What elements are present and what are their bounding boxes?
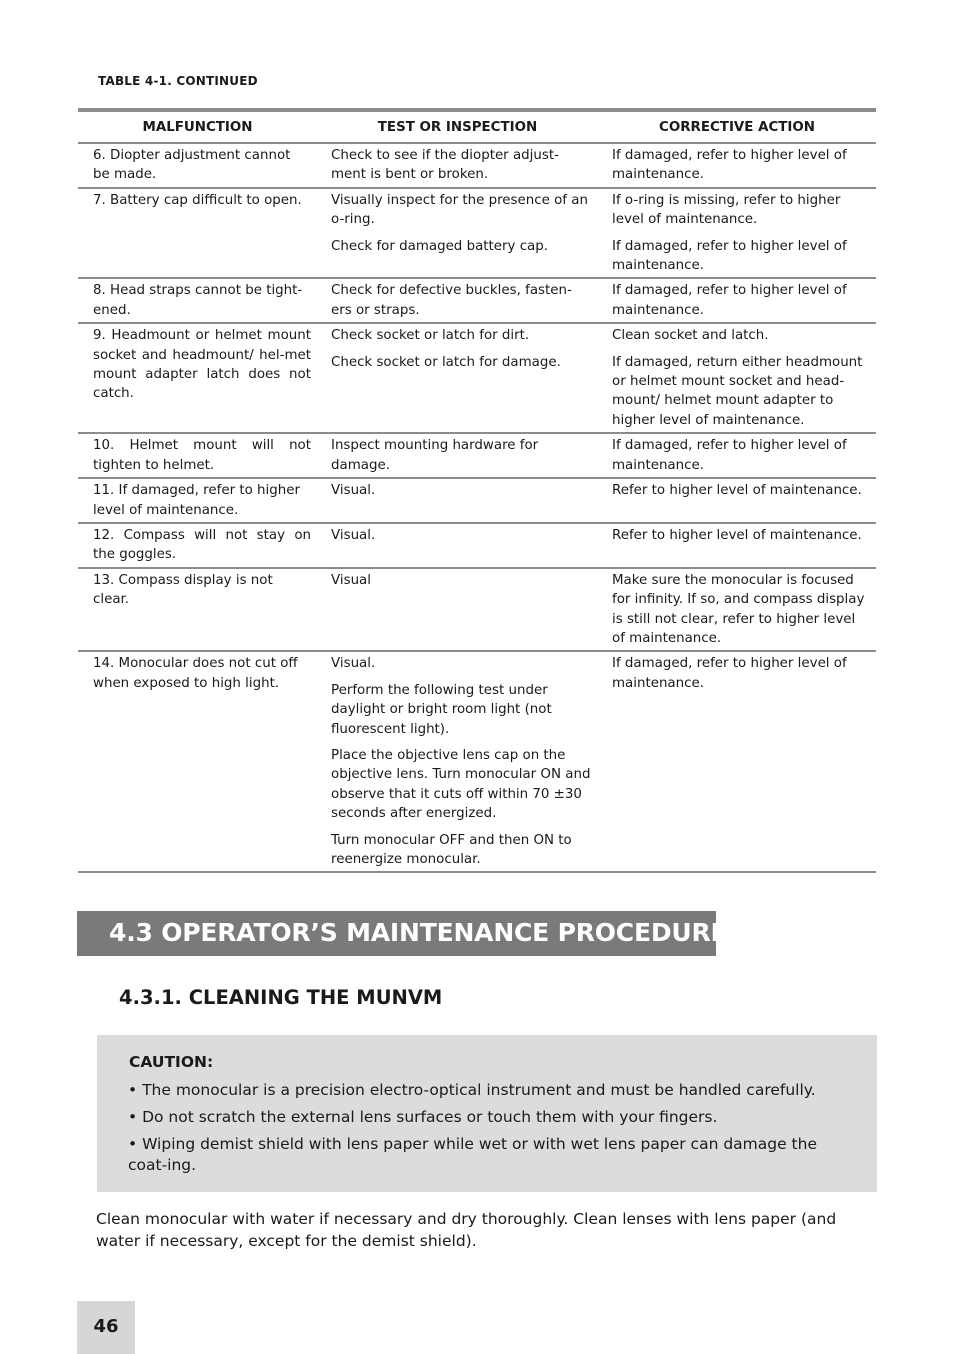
action-cell: If damaged, refer to higher level of maintenance. bbox=[612, 656, 847, 691]
page-number-box bbox=[77, 1301, 135, 1354]
malfunction-cell: 10. Helmet mount will not tighten to helmet. bbox=[93, 438, 311, 473]
caution-item: • Do not scratch the external lens surfaces or touch them with your fingers. bbox=[128, 1108, 718, 1126]
table-row bbox=[78, 143, 876, 188]
test-cell: Visual. Perform the following test under daylight or bright room light (not fluorescent light). Place the objective lens cap on the objective lens. Turn monocular ON and observe that it cuts off within 70 ±30 seconds after energized. Turn monocular OFF and then ON to reenergize monocular. bbox=[331, 656, 591, 867]
cleaning-instructions: Clean monocular with water if necessary and dry thoroughly. Clean lenses with lens paper (and water if necessary, except for the demist shield). bbox=[96, 1210, 837, 1250]
table-row bbox=[78, 523, 876, 568]
test-cell: Visual. bbox=[331, 483, 376, 499]
caution-item: • The monocular is a precision electro-optical instrument and must be handled carefully. bbox=[128, 1081, 816, 1099]
caution-title: CAUTION: bbox=[129, 1053, 214, 1071]
action-cell: If o-ring is missing, refer to higher level of maintenance. If damaged, refer to higher level of maintenance. bbox=[612, 192, 847, 274]
table-caption: TABLE 4-1. CONTINUED bbox=[98, 74, 258, 88]
caution-list bbox=[128, 1080, 858, 1182]
malfunction-cell: 7. Battery cap difficult to open. bbox=[93, 192, 302, 208]
section-heading-bar bbox=[77, 911, 746, 956]
malfunction-cell: 12. Compass will not stay on the goggles. bbox=[93, 527, 311, 563]
header-test-or-inspection: TEST OR INSPECTION bbox=[377, 120, 538, 135]
test-cell: Visually inspect for the presence of an o-ring. Check for damaged battery cap. bbox=[331, 192, 588, 254]
table-row bbox=[78, 188, 876, 279]
malfunction-cell: 13. Compass display is not clear. bbox=[93, 572, 273, 608]
malfunction-cell: 8. Head straps cannot be tight-ened. bbox=[93, 283, 303, 318]
header-malfunction: MALFUNCTION bbox=[142, 120, 253, 135]
test-cell: Inspect mounting hardware for damage. bbox=[331, 438, 539, 473]
malfunction-cell: 11. If damaged, refer to higher level of maintenance. bbox=[93, 483, 300, 518]
test-cell: Check to see if the diopter adjust-ment is bent or broken. bbox=[331, 148, 559, 183]
caution-box bbox=[97, 1035, 877, 1192]
action-cell: Make sure the monocular is focused for infinity. If so, and compass display is still not clear, refer to higher level of maintenance. bbox=[612, 572, 865, 646]
header-corrective-action: CORRECTIVE ACTION bbox=[659, 120, 815, 135]
malfunction-cell: 6. Diopter adjustment cannot be made. bbox=[93, 148, 291, 183]
table-header-row bbox=[78, 110, 876, 143]
action-cell: If damaged, refer to higher level of maintenance. bbox=[612, 438, 847, 473]
test-cell: Visual. bbox=[331, 527, 376, 543]
action-cell: Clean socket and latch. If damaged, return either headmount or helmet mount socket and head-mount/ helmet mount adapter to higher level of maintenance. bbox=[612, 328, 863, 428]
action-cell: If damaged, refer to higher level of maintenance. bbox=[612, 148, 847, 183]
table-row bbox=[78, 433, 876, 478]
table-row bbox=[78, 568, 876, 652]
table-row bbox=[78, 323, 876, 433]
test-cell: Visual bbox=[331, 572, 371, 588]
action-cell: Refer to higher level of maintenance. bbox=[612, 483, 862, 499]
table-row bbox=[78, 278, 876, 323]
malfunction-table bbox=[78, 108, 876, 873]
table-row bbox=[78, 651, 876, 872]
subsection-title: 4.3.1. CLEANING THE MUNVM bbox=[119, 986, 443, 1009]
table-row bbox=[78, 478, 876, 523]
action-cell: If damaged, refer to higher level of maintenance. bbox=[612, 283, 847, 318]
action-cell: Refer to higher level of maintenance. bbox=[612, 527, 862, 543]
malfunction-cell: 9. Headmount or helmet mount socket and headmount/ hel-met mount adapter latch does not catch. bbox=[93, 328, 311, 402]
malfunction-cell: 14. Monocular does not cut off when exposed to high light. bbox=[93, 656, 298, 691]
page-number: 46 bbox=[93, 1316, 119, 1337]
section-title: 4.3 OPERATOR’S MAINTENANCE PROCEDURES bbox=[109, 918, 746, 947]
test-cell: Check for defective buckles, fasten-ers or straps. bbox=[331, 283, 572, 318]
test-cell: Check socket or latch for dirt. Check socket or latch for damage. bbox=[331, 328, 561, 370]
caution-item: • Wiping demist shield with lens paper while wet or with wet lens paper can damage the coat-ing. bbox=[128, 1135, 817, 1174]
